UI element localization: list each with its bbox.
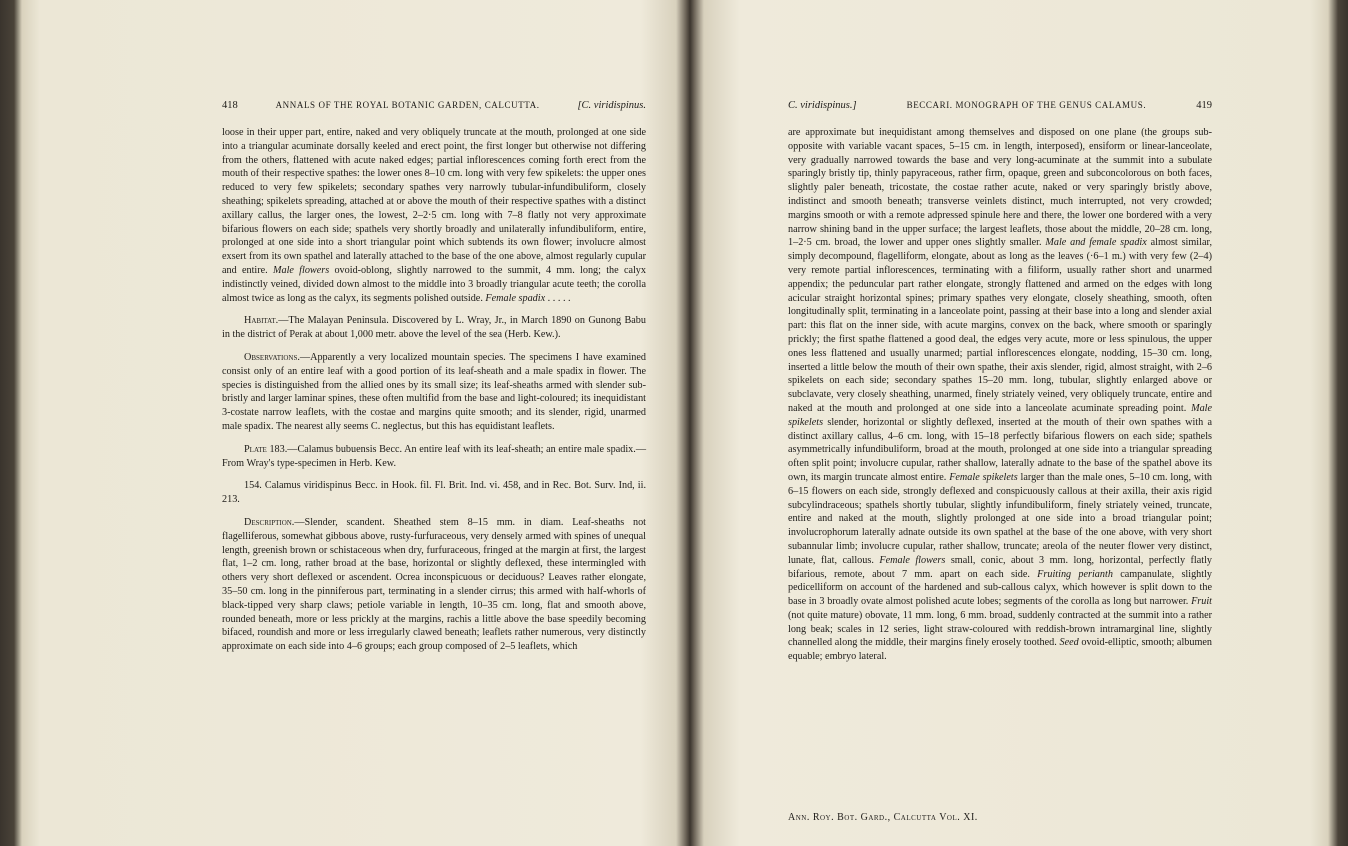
- habitat-label: Habitat.: [244, 315, 279, 327]
- page-number-right: 419: [1196, 100, 1212, 111]
- right-page: [788, 100, 1213, 823]
- running-head-right: [788, 100, 1212, 116]
- female-flowers-label: Female flowers: [879, 554, 946, 566]
- fruit-label: Fruit: [1191, 596, 1213, 608]
- description-paragraph: Description.—Slender, scandent. Sheathed stem 8–15 mm. in diam. Leaf-sheaths not flagelliferous, somewhat gibbous above, rusty-furfuraceous, very densely armed with spines of unequal length, greenish brown or schistaceous when dry, furfuraceous, fringed at the margin at first, the largest flat, 1–2 cm. long, rather broad at the base, horizontal or slightly deflexed, these intermingled with others very short deflexed or ascendent. Ocrea inconspicuous or deciduous? Leaves rather elongate, 35–50 cm. long in the pinniferous part, terminating in a slender cirrus; this armed with half-whorls of black-tipped very sharp claws; petiole variable in length, 10–35 cm. long, flat and smooth above, rounded beneath, more or less prickly at the margins, rachis a little above the base speedily becoming bifaced, roundish and more or less irregularly clawed beneath; leaflets rather numerous, very distinctly approximate on each side into 4–6 groups; each group composed of 2–5 leaflets, which: [222, 516, 646, 653]
- journal-footer: Ann. Roy. Bot. Gard., Calcutta Vol. XI.: [788, 812, 978, 823]
- running-title-left: ANNALS OF THE ROYAL BOTANIC GARDEN, CALCUTTA.: [275, 100, 540, 110]
- running-title-right: BECCARI. MONOGRAPH OF THE GENUS CALAMUS.: [906, 100, 1147, 110]
- male-flowers-label: Male flowers: [272, 264, 330, 276]
- running-species-right: C. viridispinus.]: [788, 100, 857, 111]
- plate-label: Plate: [244, 443, 267, 455]
- seed-label: Seed: [1059, 637, 1079, 649]
- right-body: [788, 126, 1212, 664]
- fruiting-perianth-label: Fruiting perianth: [1037, 568, 1113, 580]
- description-label: Description.: [244, 516, 295, 528]
- running-species-left: [C. viridispinus.: [577, 100, 646, 111]
- male-spikelets-label: Male spikelets: [788, 402, 1213, 428]
- left-body: [222, 126, 646, 654]
- spadix-label: Male and female spadix: [1045, 237, 1147, 249]
- page-number-left: 418: [222, 100, 238, 111]
- observations-label: Observations.: [244, 351, 300, 363]
- observations-paragraph: Observations.—Apparently a very localized mountain species. The specimens I have examined consist only of an entire leaf with a good portion of its leaf-sheath and a male spadix in flower. The species is distinguished from the allied ones by its small size; its leaf-sheaths armed with slender sub-bristly and larger laminar spines, these often multifid from the base and light-coloured; its inequidistant 3-costate narrow leaflets, with the costae and margins quite smooth; and its slender, rigid, unarmed male spadix. The nearest ally seems C. neglectus, but this has equidistant leaflets.: [222, 351, 646, 432]
- continuation-paragraph: loose in their upper part, entire, naked and very obliquely truncate at the mouth, prolonged at one side into a triangular acuminate dorsally keeled and erect point, the first longer but otherwise not differing from the others, flattened with acute naked edges; partial inflorescences coming forth erect from the mouth of their respective spathes: the lower ones 8–10 cm. long with very few spikelets: the upper ones reduced to very few spikelets; secondary spathes very narrowly tubular-infundibuliform, closely sheathing; spikelets spreading, attached at or above the mouth of their respective spathes with a distinct axillary callus, the larger ones, the lowest, 2–2·5 cm. long with 7–8 flatly not very approximate bifarious flowers on each side; spathels very shortly broadly and unilaterally infundibuliform, entire, prolonged at one side into a short triangular point which subtends its own flower; involucre almost exsert from its own spathel and laterally attached to the base of the one above, almost regularly cupular and entire. Male flowers ovoid-oblong, slightly narrowed to the summit, 4 mm. long; the calyx indistinctly veined, divided down almost to the middle into 3 broadly triangular acute teeth; the corolla almost twice as long as the calyx, its segments polished outside. Female spadix . . . . .: [222, 127, 646, 304]
- description-continued: are approximate but inequidistant among themselves and disposed on one plane (the groups sub-opposite with variable vacant spaces, 5–15 cm. in length, interposed), ensiform or linear-lanceolate, very gradually narrowed towards the base and very long-acuminate at the summit into a subulate sparingly bristly tip, thinly papyraceous, rather firm, opaque, green and subconcolorous on both faces, slightly paler beneath, tricostate, the costae rather acute, naked or very sparingly bristly above, indistinct and smooth beneath; transverse veinlets distinct, much interrupted, not very crowded; margins smooth or with a remote adpressed spinule here and there, the lower one bordered with a very narrow shining band in the upper surface; the largest leaflets, those about the middle, 20–28 cm. long, 1–2·5 cm. broad, the lower and upper ones slightly smaller. Male and female spadix almost similar, simply decompound, flagelliform, elongate, about as long as the leaves (·6–1 m.) with very few (2–4) very remote partial inflorescences, terminating with a filiform, usually rather short and unarmed appendix; the peduncular part rather elongate, strongly flattened and armed on the edges with long acicular straight horizontal spines; primary spathes very elongate, closely sheathing, smooth, often longitudinally split, terminating in a lanceolate point, passing at their base into a long and slender axial part: this flat on the inner side, with acute margins, convex on the back, where smooth or sparingly prickly; the first spathe flattened a good deal, the edges very acute, more or less spinulous, the upper ones less flattened and usually unarmed; partial inflorescences elongate, nodding, 15–30 cm. long, inserted a little below the mouth of their own spathe, their axis slender, rigid, almost straight, with 2–6 spikelets on each side; secondary spathes 15–20 mm. long, tubular, slightly enlarged above or subclavate, very closely sheathing, unarmed, finely striately veined, very obliquely truncate, entire and naked at the mouth and prolonged at one side into a lanceolate acuminate spreading point. Male spikelets slender, horizontal or slightly deflexed, inserted at the mouth of their own spathes with a distinct axillary callus, 4–6 cm. long, with 15–18 perfectly bifarious flowers on each side; spathels asymmetrically infundibuliform, broad at the mouth, prolonged at one side into a triangular spreading often split point; involucre cupular, rather shallow, laterally adnate to the base of the spathel above its own, its margin truncate almost entire. Female spikelets larger than the male ones, 5–10 cm. long, with 6–15 flowers on each side, strongly deflexed and conspicuously callous at their axilla, their axis rigid subcylindraceous; spathels shortly tubular, slightly infundibuliform, finely striately veined, truncate, entire and naked at the mouth, slightly prolonged at one side into a broad triangular point; involucrophorum laterally adnate outside its own spathel at the base of the one above, with very short subannular limb; involucre cupular, rather shallow, truncate; areola of the neuter flower very distinct, lunate, flat, callous. Female flowers small, conic, about 3 mm. long, horizontal, perfectly flatly bifarious, remote, about 7 mm. apart on each side. Fruiting perianth campanulate, slightly pedicelliform on account of the hardened and sub-callous calyx, which however is split down to the base in 3 broadly ovate almost polished acute lobes; segments of the corolla as long but narrower. Fruit (not quite mature) obovate, 11 mm. long, 6 mm. broad, suddenly contracted at the summit into a rather long beak; scales in 12 series, light straw-coloured with reddish-brown intramarginal line, slightly channelled along the middle, their margins finely erosely toothed. Seed ovoid-elliptic, smooth; albumen equable; embryo lateral.: [788, 127, 1213, 663]
- female-spadix-label: Female spadix: [485, 292, 546, 304]
- running-head-left: [222, 100, 646, 116]
- left-page: [222, 100, 646, 654]
- female-spikelets-label: Female spikelets: [949, 471, 1018, 483]
- species-heading: 154. Calamus viridispinus Becc. in Hook. fil. Fl. Brit. Ind. vi. 458, and in Rec. Bot. Surv. Ind, ii. 213.: [222, 480, 646, 506]
- plate-paragraph: Plate 183.—Calamus bubuensis Becc. An entire leaf with its leaf-sheath; an entire male spadix.—From Wray's type-specimen in Herb. Kew.: [222, 443, 647, 469]
- habitat-paragraph: Habitat.—The Malayan Peninsula. Discovered by L. Wray, Jr., in March 1890 on Gunong Babu in the district of Perak at about 1,000 metr. above the level of the sea (Herb. Kew.).: [222, 315, 646, 341]
